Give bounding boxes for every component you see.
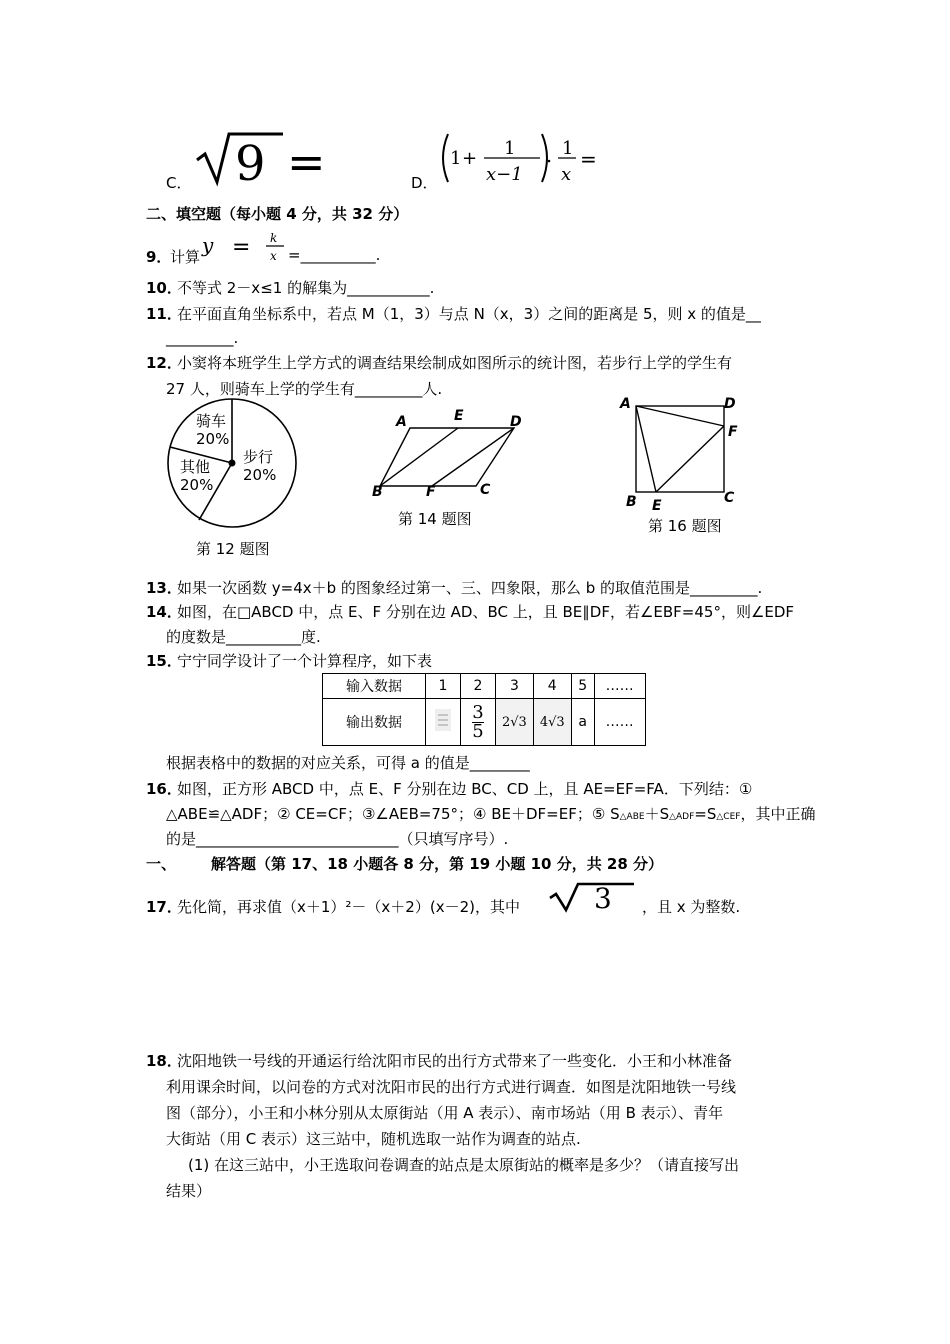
pie-pct-other: 20%: [180, 476, 214, 494]
svg-text:A: A: [620, 396, 631, 412]
q10-text: 不等式 2－x≤1 的解集为___________.: [177, 279, 435, 297]
q11-number: 11．: [146, 305, 182, 323]
svg-text:D: D: [724, 396, 736, 412]
input-cell: 1: [426, 674, 461, 699]
svg-text:1: 1: [504, 138, 516, 159]
output-cell-more: ……: [594, 699, 645, 746]
section3-title: 解答题（第 17、18 小题各 8 分，第 19 小题 10 分，共 28 分）: [211, 855, 664, 873]
svg-text:C: C: [724, 490, 735, 506]
q18-line4: 大街站（用 C 表示）这三站中，随机选取一站作为调查的站点.: [166, 1130, 581, 1148]
svg-text:E: E: [652, 498, 662, 514]
q8-option-d-formula: [438, 128, 608, 188]
q15-number: 15．: [146, 652, 182, 670]
svg-text:x: x: [561, 164, 572, 185]
q8-option-d-label: D．: [411, 174, 438, 192]
q17-number: 17．: [146, 898, 182, 916]
pie-caption: 第 12 题图: [196, 540, 270, 558]
svg-text:1: 1: [450, 148, 462, 169]
svg-text:A: A: [396, 414, 407, 430]
svg-text:F: F: [426, 484, 436, 500]
pie-label-bike: 骑车: [196, 412, 227, 430]
section3-number: 一、: [146, 855, 177, 873]
input-cell: 5: [571, 674, 594, 699]
figure-14: [368, 400, 548, 510]
q18-line2: 利用课余时间，以问卷的方式对沈阳市民的出行方式进行调查．如图是沈阳地铁一号线: [166, 1078, 737, 1096]
q13-number: 13．: [146, 579, 182, 597]
q16-line2: △ABE≌△ADF；② CE=CF；③∠AEB=75°；④ BE＋DF=EF；⑤ S△ABE＋S△ADF=S△CEF，其中正确: [166, 805, 816, 823]
output-1-image: [433, 705, 453, 735]
q17-text-after: ，且 x 为整数.: [642, 898, 741, 916]
svg-text:=: =: [580, 147, 597, 171]
svg-text:E: E: [454, 408, 464, 424]
pie-pct-walk: 20%: [243, 466, 277, 484]
q12-line1: 小窦将本班学生上学方式的调查结果绘制成如图所示的统计图，若步行上学的学生有: [177, 354, 733, 372]
q9-formula: [200, 230, 296, 266]
output-cell-2: $\frac{3}{5}$: [461, 699, 496, 746]
svg-text:1: 1: [562, 138, 574, 159]
svg-text:+: +: [462, 148, 478, 169]
output-cell-4: 4√3: [533, 699, 571, 746]
q12-line2: 27 人，则骑车上学的学生有_________人.: [166, 380, 443, 398]
q16-line3: 的是___________________________（只填写序号）.: [166, 830, 509, 848]
input-header: 输入数据: [323, 674, 426, 699]
section2-title: 二、填空题（每小题 4 分，共 32 分）: [146, 205, 409, 223]
svg-text:F: F: [728, 424, 738, 440]
svg-text:C: C: [480, 482, 491, 498]
input-cell: 3: [496, 674, 534, 699]
pie-pct-bike: 20%: [196, 430, 230, 448]
q13-text: 如果一次函数 y=4x＋b 的图象经过第一、三、四象限，那么 b 的取值范围是_________.: [177, 579, 763, 597]
output-cell-3: 2√3: [496, 699, 534, 746]
svg-text:x−1: x−1: [486, 164, 523, 185]
q11-line1: 在平面直角坐标系中，若点 M（1，3）与点 N（x，3）之间的距离是 5，则 x 的值是__: [177, 305, 761, 323]
q18-sub1-line1: (1) 在这三站中，小王选取问卷调查的站点是太原街站的概率是多少？（请直接写出: [188, 1156, 740, 1174]
pie-label-walk: 步行: [243, 448, 274, 466]
svg-text:D: D: [510, 414, 522, 430]
svg-text:3: 3: [594, 882, 612, 914]
input-cell: 2: [461, 674, 496, 699]
q17-text-before: 先化简，再求值（x＋1）²－（x＋2）(x－2)，其中: [177, 898, 520, 916]
q9-number: 9．: [146, 248, 172, 266]
q15-after: 根据表格中的数据的对应关系，可得 a 的值是________: [166, 754, 530, 772]
q18-line1: 沈阳地铁一号线的开通运行给沈阳市民的出行方式带来了一些变化．小王和小林准备: [177, 1052, 733, 1070]
q15-text: 宁宁同学设计了一个计算程序，如下表: [177, 652, 433, 670]
q9-text-after: =__________.: [288, 246, 381, 264]
input-cell: ……: [594, 674, 645, 699]
q10-number: 10．: [146, 279, 182, 297]
svg-text:y: y: [202, 233, 214, 257]
q16-line1: 如图，正方形 ABCD 中，点 E、F 分别在边 BC、CD 上，且 AE=EF=FA．下列结：①: [177, 780, 753, 798]
q14-number: 14．: [146, 603, 182, 621]
q17-sqrt: [548, 880, 638, 914]
pie-label-other: 其他: [180, 458, 211, 476]
svg-text:B: B: [372, 484, 383, 500]
output-cell-5: a: [571, 699, 594, 746]
q14-line2: 的度数是__________度.: [166, 628, 321, 646]
q15-table: [322, 673, 646, 746]
q8-c-radicand: 9: [235, 136, 266, 188]
q14-line1: 如图，在□ABCD 中，点 E、F 分别在边 AD、BC 上，且 BE∥DF，若∠EBF=45°，则∠EDF: [177, 603, 795, 621]
q16-number: 16．: [146, 780, 182, 798]
q18-number: 18．: [146, 1052, 182, 1070]
table-row: [323, 674, 646, 699]
table-row: [323, 699, 646, 746]
svg-text:B: B: [626, 494, 637, 510]
svg-text:k: k: [270, 231, 278, 245]
q11-line2: _________.: [166, 329, 239, 347]
input-cell: 4: [533, 674, 571, 699]
svg-text:x: x: [270, 249, 277, 263]
figure-16: [616, 392, 746, 518]
svg-text:=: =: [232, 235, 251, 260]
figure-14-caption: 第 14 题图: [398, 510, 472, 528]
q18-line3: 图（部分），小王和小林分别从太原街站（用 A 表示）、南市场站（用 B 表示）、青年: [166, 1104, 724, 1122]
q8-option-c-formula: [195, 128, 355, 188]
q18-sub1-line2: 结果）: [166, 1182, 212, 1200]
q8-option-c-label: C．: [166, 174, 192, 192]
q12-number: 12．: [146, 354, 182, 372]
output-header: 输出数据: [323, 699, 426, 746]
q8-c-equals: =: [287, 135, 326, 188]
output-cell-1: [426, 699, 461, 746]
figure-16-caption: 第 16 题图: [648, 517, 722, 535]
q9-text-before: 计算: [170, 248, 201, 266]
